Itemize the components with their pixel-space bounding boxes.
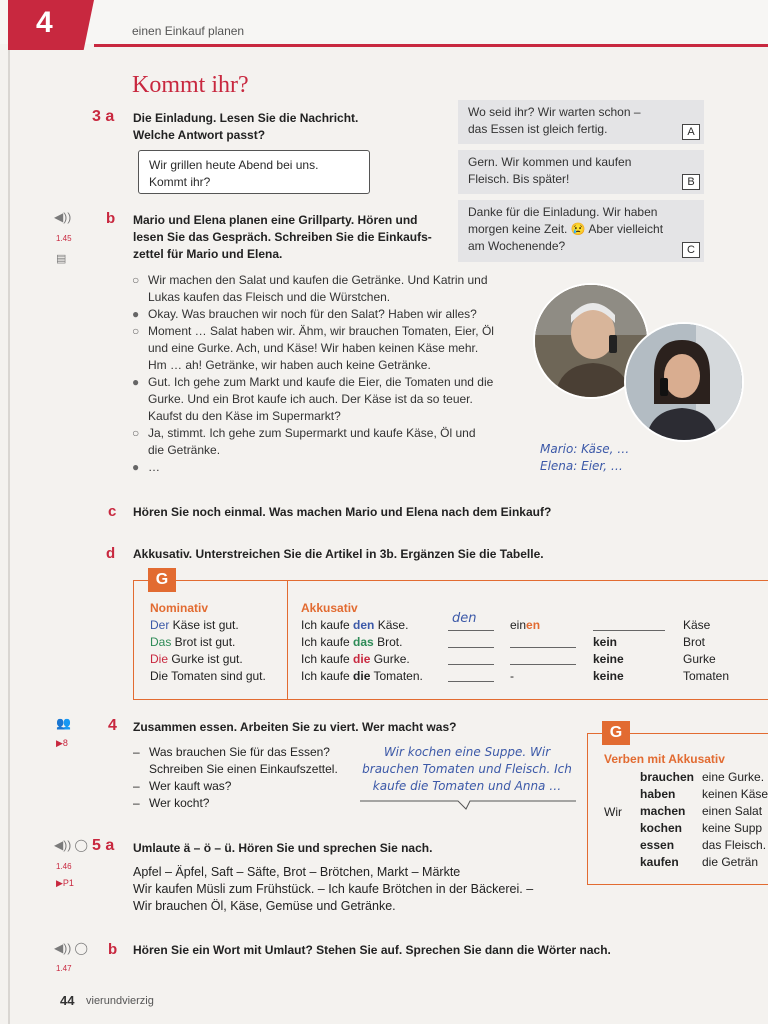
nominativ-header: Nominativ <box>150 601 209 615</box>
list-item <box>133 795 338 812</box>
grammar-table <box>133 580 768 700</box>
reply-line: am Wochenende? <box>468 239 566 253</box>
instruction-line: Mario und Elena planen eine Grillparty. Hören und <box>133 213 418 227</box>
row-text: Gurke ist gut. <box>168 652 243 666</box>
group-work-icon: 👥 <box>56 716 71 730</box>
nominativ-row <box>150 617 266 634</box>
row-text: Käse ist gut. <box>169 618 239 632</box>
dialogue-turn <box>132 272 532 306</box>
kein-column <box>593 634 624 685</box>
akkusativ-row <box>301 651 423 668</box>
akkusativ-row <box>301 617 423 634</box>
exercise-letter: a <box>105 837 115 854</box>
example-answer <box>358 744 576 795</box>
einen-cell <box>510 617 540 634</box>
akkusativ-row <box>301 668 423 685</box>
header-band <box>0 0 768 44</box>
page-margin-rule <box>8 50 10 1024</box>
speaker-open-bullet: ○ <box>132 426 140 440</box>
exercise-3a-instruction <box>133 110 358 144</box>
exercise-letter-d: d <box>106 545 116 562</box>
noun-row: Gurke <box>683 652 716 666</box>
noun-row: Brot <box>683 635 706 649</box>
grammar-box-verbs <box>587 733 768 885</box>
dialogue-line: Okay. Was brauchen wir noch für den Salat? Haben wir alles? <box>148 307 477 321</box>
exercise-3d-instruction: Akkusativ. Unterstreichen Sie die Artikel in 3b. Ergänzen Sie die Tabelle. <box>133 547 544 561</box>
reply-option-b[interactable] <box>458 150 704 194</box>
verb: essen <box>640 838 675 852</box>
exercise-5a-instruction: Umlaute ä – ö – ü. Hören Sie und sprechen Sie nach. <box>133 841 433 855</box>
example-line: Apfel – Äpfel, Saft – Säfte, Brot – Brötchen, Markt – Märkte <box>133 865 461 879</box>
chapter-subtitle: einen Einkauf planen <box>132 24 245 38</box>
akkusativ-header: Akkusativ <box>301 601 358 615</box>
audio-speak-icon[interactable]: ◀︎)) ◯ <box>54 941 88 955</box>
grammar-subject: Wir <box>604 805 622 819</box>
article-das: Das <box>150 635 172 649</box>
instruction-line: Welche Antwort passt? <box>133 128 266 142</box>
exercise-4-instruction: Zusammen essen. Arbeiten Sie zu viert. Wer macht was? <box>133 720 457 734</box>
speaker-filled-bullet: ● <box>132 375 140 389</box>
empty-plural-marker: - <box>510 669 514 683</box>
text-icon: ▤ <box>56 253 67 265</box>
audio-track-code: 1.45 <box>56 234 72 243</box>
article-die: die <box>353 652 371 666</box>
article-den: den <box>353 618 375 632</box>
table-divider <box>287 581 288 699</box>
object: die Geträn <box>702 855 759 869</box>
blank-line[interactable] <box>448 664 494 665</box>
audio-track-code: 1.46 <box>56 862 72 871</box>
umlaut-examples <box>133 864 533 915</box>
exercise-4-number: 4 <box>108 717 117 734</box>
grammar-badge: G <box>602 721 630 745</box>
exercise-letter-c: c <box>108 503 117 520</box>
dialogue-line: Kaufst du den Käse im Supermarkt? <box>148 409 341 423</box>
article-die-plural: die <box>353 669 371 683</box>
handwritten-note-elena: Elena: Eier, … <box>540 459 623 473</box>
instruction-line: lesen Sie das Gespräch. Schreiben Sie die Einkaufs- <box>133 230 432 244</box>
row-noun: Tomaten. <box>370 669 423 683</box>
reply-letter-box[interactable]: C <box>682 242 700 258</box>
nominativ-row <box>150 651 266 668</box>
row-prefix: Ich kaufe <box>301 669 350 683</box>
kein-row: keine <box>593 669 624 683</box>
item-text: Schreiben Sie einen Einkaufszettel. <box>149 762 338 776</box>
example-line: Wir brauchen Öl, Käse, Gemüse und Getränke. <box>133 899 396 913</box>
photo-elena <box>624 322 744 442</box>
reply-line: Fleisch. Bis später! <box>468 172 570 186</box>
handwritten-note-mario: Mario: Käse, … <box>540 442 630 456</box>
dialogue-line: … <box>148 460 160 474</box>
header-rule <box>94 44 768 47</box>
dialogue-line: Gurke. Und ein Brot kaufe ich auch. Der Käse ist da so teuer. <box>148 392 473 406</box>
reply-line: Wo seid ihr? Wir warten schon – <box>468 105 641 119</box>
row-prefix: Ich kaufe <box>301 652 350 666</box>
grammar-box-header: Verben mit Akkusativ <box>604 752 725 766</box>
exercise-5-number <box>92 837 114 855</box>
instruction-line: Die Einladung. Lesen Sie die Nachricht. <box>133 111 359 125</box>
speaker-filled-bullet: ● <box>132 460 140 474</box>
dash-bullet: – <box>133 779 140 793</box>
object: keinen Käse <box>702 787 768 801</box>
dash-bullet: – <box>133 796 140 810</box>
message-line: Wir grillen heute Abend bei uns. <box>149 158 319 172</box>
akkusativ-row <box>301 634 423 651</box>
exercise-letter-b: b <box>108 941 118 958</box>
reply-line: das Essen ist gleich fertig. <box>468 122 608 136</box>
example-line: Wir kaufen Müsli zum Frühstück. – Ich kaufe Brötchen in der Bäckerei. – <box>133 882 534 896</box>
dialogue-turn <box>132 425 532 459</box>
blank-line[interactable] <box>448 630 494 631</box>
reply-line: Gern. Wir kommen und kaufen <box>468 155 632 169</box>
reply-option-c[interactable] <box>458 200 704 262</box>
dialogue-line: Lukas kaufen das Fleisch und die Würstchen. <box>148 290 391 304</box>
video-icon[interactable]: ▶P1 <box>56 878 74 888</box>
object: eine Gurke. <box>702 770 765 784</box>
audio-icon[interactable]: ◀︎)) <box>54 210 72 224</box>
nominativ-column <box>150 617 266 685</box>
blank-line[interactable] <box>593 630 665 631</box>
nominativ-row <box>150 634 266 651</box>
speaker-open-bullet: ○ <box>132 324 140 338</box>
audio-speak-icon[interactable]: ◀︎)) ◯ <box>54 838 88 852</box>
answer-line: brauchen Tomaten und Fleisch. Ich <box>362 762 572 776</box>
item-text: Was brauchen Sie für das Essen? <box>149 745 330 759</box>
woman-on-phone-icon <box>626 324 742 440</box>
akkusativ-column <box>301 617 423 685</box>
dialogue-line: Hm … ah! Getränke, wir haben auch keine Getränke. <box>148 358 431 372</box>
exercise-3b-instruction <box>133 212 432 263</box>
row-noun: Brot. <box>373 635 403 649</box>
exercise-number: 3 <box>92 108 101 125</box>
einen-stem: ein <box>510 618 527 632</box>
verb: haben <box>640 787 676 801</box>
dialogue-line: die Getränke. <box>148 443 221 457</box>
filled-answer-den: den <box>452 611 477 626</box>
object: das Fleisch. <box>702 838 767 852</box>
invitation-message <box>138 150 370 194</box>
speech-tail-icon <box>358 797 578 811</box>
video-code: 8 <box>62 738 68 748</box>
audio-track-code: 1.47 <box>56 964 72 973</box>
article-der: Der <box>150 618 170 632</box>
dialogue-line: und eine Gurke. Ach, und Käse! Wir haben keinen Käse mehr. <box>148 341 479 355</box>
answer-line: kaufe die Tomaten und Anna … <box>372 779 562 793</box>
exercise-4-items <box>133 744 338 812</box>
exercise-5b-instruction: Hören Sie ein Wort mit Umlaut? Stehen Sie auf. Sprechen Sie dann die Wörter nach. <box>133 943 611 957</box>
reply-option-a[interactable] <box>458 100 704 144</box>
page-number-word: vierundvierzig <box>86 995 154 1007</box>
dialogue-line: Ja, stimmt. Ich gehe zum Supermarkt und kaufe Käse, Öl und <box>148 426 476 440</box>
row-text: Brot ist gut. <box>171 635 236 649</box>
reply-line: Danke für die Einladung. Wir haben <box>468 205 658 219</box>
verb-column <box>640 769 694 871</box>
noun-row: Tomaten <box>683 669 730 683</box>
row-noun: Käse. <box>374 618 409 632</box>
answer-line: Wir kochen eine Suppe. Wir <box>383 745 551 759</box>
verb: kaufen <box>640 855 679 869</box>
kein-row: kein <box>593 635 618 649</box>
item-text: Wer kauft was? <box>149 779 232 793</box>
einen-ending: en <box>526 618 541 632</box>
exercise-letter: a <box>105 108 115 125</box>
instruction-line: zettel für Mario und Elena. <box>133 247 283 261</box>
list-item <box>133 778 338 795</box>
blank-line[interactable] <box>448 647 494 648</box>
article-das: das <box>353 635 374 649</box>
noun-row: Käse <box>683 618 711 632</box>
object: einen Salat <box>702 804 763 818</box>
dialogue-turn <box>132 374 532 425</box>
article-die: Die <box>150 652 169 666</box>
verb: kochen <box>640 821 683 835</box>
item-text: Wer kocht? <box>149 796 210 810</box>
chapter-number: 4 <box>36 6 53 39</box>
blank-line[interactable] <box>510 647 576 648</box>
exercise-3-number <box>92 108 114 126</box>
object: keine Supp <box>702 821 763 835</box>
speaker-open-bullet: ○ <box>132 273 140 287</box>
verb: machen <box>640 804 686 818</box>
blank-line[interactable] <box>448 681 494 682</box>
page-title: Kommt ihr? <box>132 72 249 98</box>
row-prefix: Ich kaufe <box>301 635 350 649</box>
reply-line: morgen keine Zeit. 😢 Aber vielleicht <box>468 222 664 236</box>
page-number: 44 <box>60 993 75 1008</box>
message-line: Kommt ihr? <box>149 175 211 189</box>
dialogue-turn <box>132 323 532 374</box>
exercise-letter-b: b <box>106 210 116 227</box>
verb: brauchen <box>640 770 695 784</box>
row-text: Die Tomaten sind gut. <box>150 669 266 683</box>
dialogue-turn <box>132 306 532 323</box>
kein-row: keine <box>593 652 624 666</box>
dialogue-line: Gut. Ich gehe zum Markt und kaufe die Eier, die Tomaten und die <box>148 375 494 389</box>
noun-column <box>683 617 729 685</box>
nominativ-row <box>150 668 266 685</box>
row-prefix: Ich kaufe <box>301 618 350 632</box>
reply-letter-box[interactable]: A <box>682 124 700 140</box>
speaker-filled-bullet: ● <box>132 307 140 321</box>
video-icon[interactable]: ▶8 <box>56 738 68 748</box>
exercise-number: 5 <box>92 837 101 854</box>
dash-bullet: – <box>133 745 140 759</box>
dialogue-turn <box>132 459 532 476</box>
video-code: P1 <box>62 878 74 888</box>
row-noun: Gurke. <box>370 652 410 666</box>
reply-letter-box[interactable]: B <box>682 174 700 190</box>
exercise-3c-instruction: Hören Sie noch einmal. Was machen Mario und Elena nach dem Einkauf? <box>133 505 552 519</box>
object-column <box>702 769 768 871</box>
dialogue-line: Moment … Salat haben wir. Ähm, wir brauchen Tomaten, Eier, Öl <box>148 324 494 338</box>
list-item <box>133 744 338 761</box>
dialogue <box>132 272 532 476</box>
blank-line[interactable] <box>510 664 576 665</box>
dialogue-line: Wir machen den Salat und kaufen die Getränke. Und Katrin und <box>148 273 488 287</box>
grammar-badge: G <box>148 568 176 592</box>
